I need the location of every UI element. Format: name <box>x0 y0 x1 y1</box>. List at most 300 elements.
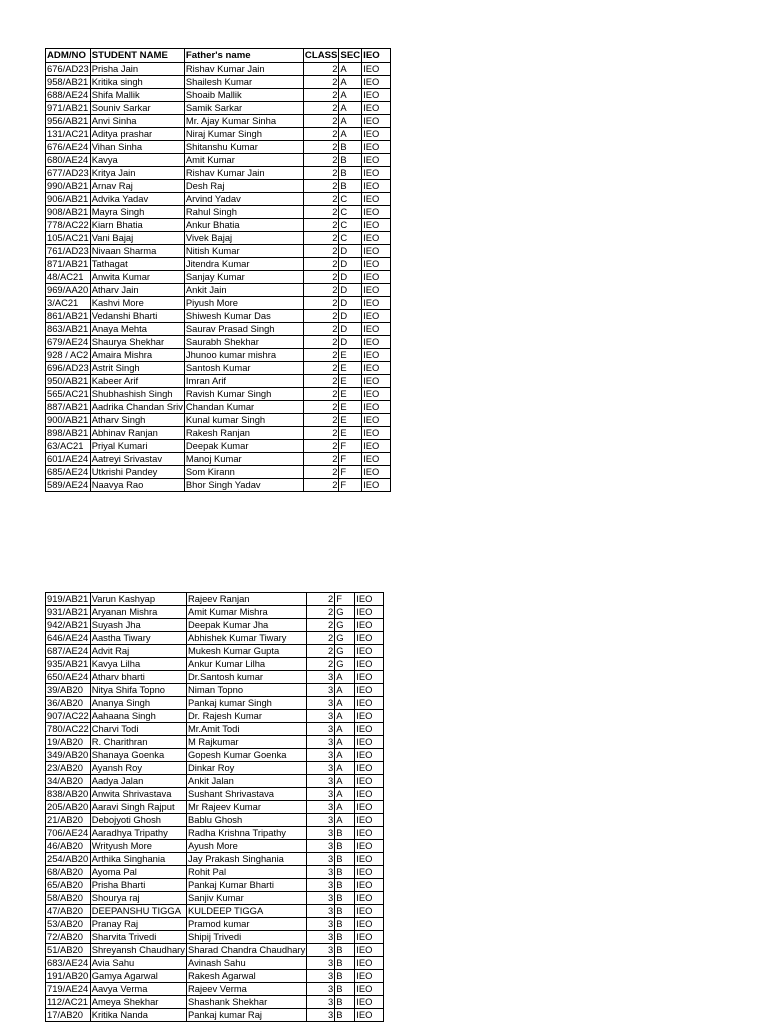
ieo-cell: IEO <box>355 905 384 918</box>
student-name-cell: Writyush More <box>90 840 186 853</box>
ieo-cell: IEO <box>355 632 384 645</box>
student-name-cell: Advit Raj <box>90 645 186 658</box>
adm-no-cell: 679/AE24 <box>46 336 91 349</box>
adm-no-cell: 898/AB21 <box>46 427 91 440</box>
adm-no-cell: 72/AB20 <box>46 931 91 944</box>
ieo-cell: IEO <box>355 918 384 931</box>
fathers-name-cell: Shoaib Mallik <box>184 89 303 102</box>
ieo-cell: IEO <box>362 414 391 427</box>
ieo-cell: IEO <box>362 362 391 375</box>
ieo-cell: IEO <box>362 128 391 141</box>
student-name-cell: Kritika singh <box>90 76 184 89</box>
class-cell: 2 <box>303 232 339 245</box>
ieo-cell: IEO <box>355 983 384 996</box>
section-cell: F <box>339 440 362 453</box>
fathers-name-cell: Vivek Bajaj <box>184 232 303 245</box>
section-cell: A <box>339 89 362 102</box>
student-name-cell: Aaradhya Tripathy <box>90 827 186 840</box>
section-cell: B <box>339 154 362 167</box>
table-row <box>46 336 391 349</box>
section-cell: F <box>339 466 362 479</box>
ieo-cell: IEO <box>355 762 384 775</box>
student-name-cell: Shaurya Shekhar <box>90 336 184 349</box>
class-cell: 2 <box>303 362 339 375</box>
section-cell: A <box>335 723 355 736</box>
student-name-cell: Kritya Jain <box>90 167 184 180</box>
student-name-cell: Sharvita Trivedi <box>90 931 186 944</box>
ieo-cell: IEO <box>355 970 384 983</box>
student-name-cell: Varun Kashyap <box>90 593 186 606</box>
adm-no-cell: 887/AB21 <box>46 401 91 414</box>
fathers-name-cell: Rajeev Ranjan <box>187 593 307 606</box>
student-name-cell: Anwita Shrivastava <box>90 788 186 801</box>
ieo-cell: IEO <box>355 814 384 827</box>
adm-no-cell: 942/AB21 <box>46 619 91 632</box>
student-name-cell: Aastha Tiwary <box>90 632 186 645</box>
class-cell: 3 <box>307 827 335 840</box>
class-cell: 2 <box>303 388 339 401</box>
fathers-name-cell: Shiwesh Kumar Das <box>184 310 303 323</box>
section-cell: B <box>335 827 355 840</box>
fathers-name-cell: Pankaj kumar Singh <box>187 697 307 710</box>
student-name-cell: Aavya Verma <box>90 983 186 996</box>
section-cell: B <box>335 905 355 918</box>
fathers-name-cell: Shashank Shekhar <box>187 996 307 1009</box>
section-cell: B <box>335 853 355 866</box>
fathers-name-cell: Mukesh Kumar Gupta <box>187 645 307 658</box>
ieo-cell: IEO <box>362 466 391 479</box>
ieo-cell: IEO <box>362 245 391 258</box>
class-cell: 2 <box>303 453 339 466</box>
table-row <box>46 775 384 788</box>
table-row <box>46 723 384 736</box>
class-cell: 2 <box>303 401 339 414</box>
student-name-cell: Ayansh Roy <box>90 762 186 775</box>
adm-no-cell: 191/AB20 <box>46 970 91 983</box>
section-cell: D <box>339 284 362 297</box>
class-cell: 3 <box>307 918 335 931</box>
fathers-name-cell: Amit Kumar <box>184 154 303 167</box>
adm-no-cell: 68/AB20 <box>46 866 91 879</box>
table-row <box>46 736 384 749</box>
class-cell: 2 <box>307 606 335 619</box>
ieo-cell: IEO <box>362 141 391 154</box>
student-name-cell: Naavya Rao <box>90 479 184 492</box>
section-cell: C <box>339 206 362 219</box>
table-row <box>46 102 391 115</box>
section-cell: A <box>335 671 355 684</box>
class-cell: 2 <box>303 219 339 232</box>
class-cell: 2 <box>303 245 339 258</box>
table-row <box>46 905 384 918</box>
section-cell: A <box>335 801 355 814</box>
fathers-name-cell: Shipij Trivedi <box>187 931 307 944</box>
ieo-cell: IEO <box>362 271 391 284</box>
section-cell: F <box>339 479 362 492</box>
adm-no-cell: 48/AC21 <box>46 271 91 284</box>
table-row <box>46 297 391 310</box>
table-row <box>46 944 384 957</box>
section-cell: E <box>339 414 362 427</box>
table-row <box>46 840 384 853</box>
table-2-body <box>46 593 384 1022</box>
student-name-cell: Avia Sahu <box>90 957 186 970</box>
table-row <box>46 310 391 323</box>
student-name-cell: Anaya Mehta <box>90 323 184 336</box>
adm-no-cell: 990/AB21 <box>46 180 91 193</box>
student-name-cell: Aadrika Chandan Sriv <box>91 401 183 412</box>
section-cell: B <box>335 892 355 905</box>
adm-no-cell: 861/AB21 <box>46 310 91 323</box>
table-row <box>46 479 391 492</box>
student-name-cell: Kiarn Bhatia <box>90 219 184 232</box>
student-name-cell: Utkrishi Pandey <box>90 466 184 479</box>
fathers-name-cell: Manoj Kumar <box>184 453 303 466</box>
ieo-cell: IEO <box>362 440 391 453</box>
section-cell: A <box>339 115 362 128</box>
adm-no-cell: 23/AB20 <box>46 762 91 775</box>
table-row <box>46 219 391 232</box>
class-cell: 3 <box>307 866 335 879</box>
student-name-cell: Pranay Raj <box>90 918 186 931</box>
table-row <box>46 749 384 762</box>
class-cell: 3 <box>307 801 335 814</box>
student-name-cell: Kavya Lilha <box>90 658 186 671</box>
table-row <box>46 154 391 167</box>
student-name-cell: Priyal Kumari <box>90 440 184 453</box>
student-name-cell: Ananya Singh <box>90 697 186 710</box>
ieo-cell: IEO <box>362 154 391 167</box>
section-cell: B <box>335 957 355 970</box>
adm-no-cell: 676/AE24 <box>46 141 91 154</box>
ieo-cell: IEO <box>362 323 391 336</box>
adm-no-cell: 677/AD23 <box>47 167 89 178</box>
table-row <box>46 983 384 996</box>
class-cell: 2 <box>303 89 339 102</box>
class-cell: 2 <box>303 167 339 180</box>
ieo-cell: IEO <box>362 297 391 310</box>
section-cell: A <box>339 102 362 115</box>
fathers-name-cell: Kunal kumar Singh <box>184 414 303 427</box>
class-cell: 3 <box>307 788 335 801</box>
student-name-cell: Prisha Bharti <box>90 879 186 892</box>
fathers-name-cell: Jhunoo kumar mishra <box>184 349 303 362</box>
section-cell: E <box>339 362 362 375</box>
section-cell: A <box>339 76 362 89</box>
class-cell: 3 <box>307 970 335 983</box>
student-table-1 <box>45 48 391 492</box>
ieo-cell: IEO <box>362 63 391 76</box>
adm-no-cell: 112/AC21 <box>46 996 91 1009</box>
ieo-cell: IEO <box>362 401 391 414</box>
ieo-cell: IEO <box>362 427 391 440</box>
class-cell: 2 <box>307 645 335 658</box>
table-row <box>46 466 391 479</box>
table-row <box>46 453 391 466</box>
table-row <box>46 853 384 866</box>
table-row <box>46 76 391 89</box>
adm-no-cell: 349/AB20 <box>46 749 91 762</box>
ieo-cell: IEO <box>355 684 384 697</box>
adm-no-cell: 105/AC21 <box>47 232 89 243</box>
student-name-cell: Vani Bajaj <box>90 232 184 245</box>
ieo-cell: IEO <box>355 892 384 905</box>
class-cell: 2 <box>303 414 339 427</box>
class-cell: 2 <box>303 349 339 362</box>
table-row <box>46 323 391 336</box>
section-cell: C <box>339 193 362 206</box>
adm-no-cell: 958/AB21 <box>46 76 91 89</box>
fathers-name-cell: Chandan Kumar <box>184 401 303 414</box>
section-cell: D <box>339 245 362 258</box>
section-cell: D <box>339 258 362 271</box>
class-cell: 2 <box>307 593 335 606</box>
student-name-cell: Advika Yadav <box>90 193 184 206</box>
section-cell: E <box>339 427 362 440</box>
fathers-name-cell: Imran Arif <box>184 375 303 388</box>
ieo-cell: IEO <box>355 879 384 892</box>
table-row <box>46 970 384 983</box>
table-row <box>46 401 391 414</box>
student-name-cell: Prisha Jain <box>90 63 184 76</box>
ieo-cell: IEO <box>355 749 384 762</box>
class-cell: 3 <box>307 931 335 944</box>
adm-no-cell: 53/AB20 <box>46 918 91 931</box>
fathers-name-cell: Rajeev Verma <box>187 983 307 996</box>
ieo-cell: IEO <box>355 853 384 866</box>
fathers-name-cell: Rahul Singh <box>184 206 303 219</box>
table-row <box>46 801 384 814</box>
section-cell: D <box>339 323 362 336</box>
table-row <box>46 232 391 245</box>
section-cell: B <box>335 1009 355 1022</box>
adm-no-cell: 47/AB20 <box>46 905 91 918</box>
fathers-name-cell: Radha Krishna Tripathy <box>187 827 307 840</box>
section-cell: D <box>339 297 362 310</box>
fathers-name-cell: Saurabh Shekhar <box>184 336 303 349</box>
section-cell: A <box>335 762 355 775</box>
adm-no-cell: 971/AB21 <box>46 102 91 115</box>
student-name-cell: Atharv Jain <box>90 284 184 297</box>
student-name-cell: Kabeer Arif <box>90 375 184 388</box>
student-name-cell: Arthika Singhania <box>90 853 186 866</box>
ieo-cell: IEO <box>355 788 384 801</box>
table-row <box>46 167 391 180</box>
student-name-cell: Anvi Sinha <box>90 115 184 128</box>
ieo-cell: IEO <box>355 710 384 723</box>
class-cell: 3 <box>307 957 335 970</box>
ieo-cell: IEO <box>362 193 391 206</box>
ieo-cell: IEO <box>362 375 391 388</box>
adm-no-cell: 778/AC22 <box>47 219 89 230</box>
fathers-name-cell: Ayush More <box>187 840 307 853</box>
section-cell: E <box>339 375 362 388</box>
fathers-name-cell: Sharad Chandra Chaudhary <box>188 944 306 955</box>
class-cell: 2 <box>303 427 339 440</box>
ieo-cell: IEO <box>355 775 384 788</box>
table-row <box>46 931 384 944</box>
adm-no-cell: 931/AB21 <box>46 606 91 619</box>
table-row <box>46 440 391 453</box>
fathers-name-cell: Saurav Prasad Singh <box>184 323 303 336</box>
fathers-name-cell: Shitanshu Kumar <box>184 141 303 154</box>
table-row <box>46 128 391 141</box>
class-cell: 3 <box>307 840 335 853</box>
student-name-cell: Ayoma Pal <box>90 866 186 879</box>
fathers-name-cell: Dr. Rajesh Kumar <box>187 710 307 723</box>
student-name-cell: Tathagat <box>90 258 184 271</box>
ieo-cell: IEO <box>355 697 384 710</box>
ieo-cell: IEO <box>355 606 384 619</box>
ieo-cell: IEO <box>355 658 384 671</box>
section-cell: G <box>335 606 355 619</box>
fathers-name-cell: Samik Sarkar <box>184 102 303 115</box>
fathers-name-cell: Avinash Sahu <box>187 957 307 970</box>
class-cell: 2 <box>303 271 339 284</box>
student-name-cell: Nitya Shifa Topno <box>90 684 186 697</box>
adm-no-cell: 589/AE24 <box>46 479 91 492</box>
adm-no-cell: 871/AB21 <box>46 258 91 271</box>
adm-no-cell: 17/AB20 <box>46 1009 91 1022</box>
ieo-cell: IEO <box>355 645 384 658</box>
class-cell: 2 <box>303 206 339 219</box>
ieo-cell: IEO <box>355 931 384 944</box>
student-name-cell: Vihan Sinha <box>90 141 184 154</box>
student-name-cell: DEEPANSHU TIGGA <box>90 905 186 918</box>
adm-no-cell: 688/AE24 <box>46 89 91 102</box>
section-cell: B <box>335 970 355 983</box>
fathers-name-cell: Rishav Kumar Jain <box>184 63 303 76</box>
table-row <box>46 414 391 427</box>
student-name-cell: Shanaya Goenka <box>90 749 186 762</box>
header-class: CLASS <box>304 49 338 61</box>
table-row <box>46 918 384 931</box>
adm-no-cell: 969/AA20 <box>46 284 91 297</box>
class-cell: 2 <box>307 632 335 645</box>
fathers-name-cell: Sanjiv Kumar <box>187 892 307 905</box>
adm-no-cell: 780/AC22 <box>47 723 89 734</box>
class-cell: 2 <box>303 141 339 154</box>
class-cell: 3 <box>307 762 335 775</box>
section-cell: F <box>335 593 355 606</box>
table-row <box>46 788 384 801</box>
fathers-name-cell: Ankur Bhatia <box>184 219 303 232</box>
section-cell: G <box>335 632 355 645</box>
table-row <box>46 284 391 297</box>
adm-no-cell: 3/AC21 <box>46 297 91 310</box>
fathers-name-cell: Dinkar Roy <box>187 762 307 775</box>
student-name-cell: Kritika Nanda <box>90 1009 186 1022</box>
section-cell: A <box>339 128 362 141</box>
adm-no-cell: 928 / AC2 <box>46 349 91 362</box>
section-cell: B <box>339 167 362 180</box>
section-cell: D <box>339 271 362 284</box>
adm-no-cell: 680/AE24 <box>46 154 91 167</box>
section-cell: A <box>339 63 362 76</box>
student-name-cell: Astrit Singh <box>90 362 184 375</box>
fathers-name-cell: Jitendra Kumar <box>184 258 303 271</box>
adm-no-cell: 683/AE24 <box>46 957 91 970</box>
section-cell: E <box>339 401 362 414</box>
class-cell: 3 <box>307 879 335 892</box>
table-row <box>46 593 384 606</box>
adm-no-cell: 900/AB21 <box>46 414 91 427</box>
ieo-cell: IEO <box>362 453 391 466</box>
adm-no-cell: 907/AC22 <box>47 710 89 721</box>
section-cell: B <box>335 840 355 853</box>
adm-no-cell: 719/AE24 <box>46 983 91 996</box>
table-row <box>46 827 384 840</box>
table-row <box>46 375 391 388</box>
table-1-body <box>46 63 391 492</box>
class-cell: 2 <box>303 375 339 388</box>
student-name-cell: Kavya <box>90 154 184 167</box>
student-name-cell: Ameya Shekhar <box>90 996 186 1009</box>
fathers-name-cell: Rakesh Agarwal <box>187 970 307 983</box>
fathers-name-cell: Arvind Yadav <box>184 193 303 206</box>
ieo-cell: IEO <box>362 310 391 323</box>
table-row <box>46 892 384 905</box>
adm-no-cell: 601/AE24 <box>46 453 91 466</box>
adm-no-cell: 685/AE24 <box>46 466 91 479</box>
fathers-name-cell: Jay Prakash Singhania <box>187 853 307 866</box>
class-cell: 3 <box>307 723 335 736</box>
student-name-cell: Shubhashish Singh <box>90 388 184 401</box>
table-row <box>46 619 384 632</box>
ieo-cell: IEO <box>355 723 384 736</box>
adm-no-cell: 906/AB21 <box>46 193 91 206</box>
fathers-name-cell: Som Kirann <box>184 466 303 479</box>
fathers-name-cell: Sushant Shrivastava <box>187 788 307 801</box>
section-cell: B <box>335 918 355 931</box>
student-name-cell: Aatreyi Srivastav <box>90 453 184 466</box>
adm-no-cell: 65/AB20 <box>46 879 91 892</box>
section-cell: C <box>339 232 362 245</box>
adm-no-cell: 565/AC21 <box>47 388 89 399</box>
class-cell: 3 <box>307 749 335 762</box>
class-cell: 3 <box>307 996 335 1009</box>
fathers-name-cell: Pankaj Kumar Bharti <box>187 879 307 892</box>
student-name-cell: Vedanshi Bharti <box>90 310 184 323</box>
fathers-name-cell: Rakesh Ranjan <box>184 427 303 440</box>
student-name-cell: Aadya Jalan <box>90 775 186 788</box>
section-cell: B <box>335 931 355 944</box>
table-row <box>46 388 391 401</box>
fathers-name-cell: Mr. Ajay Kumar Sinha <box>184 115 303 128</box>
ieo-cell: IEO <box>362 180 391 193</box>
section-cell: A <box>335 775 355 788</box>
table-row <box>46 115 391 128</box>
ieo-cell: IEO <box>355 996 384 1009</box>
ieo-cell: IEO <box>362 284 391 297</box>
adm-no-cell: 19/AB20 <box>46 736 91 749</box>
adm-no-cell: 646/AE24 <box>46 632 91 645</box>
student-name-cell: Atharv Singh <box>90 414 184 427</box>
ieo-cell: IEO <box>362 336 391 349</box>
section-cell: G <box>335 658 355 671</box>
fathers-name-cell: Santosh Kumar <box>184 362 303 375</box>
student-name-cell: Shourya raj <box>90 892 186 905</box>
adm-no-cell: 39/AB20 <box>46 684 91 697</box>
adm-no-cell: 46/AB20 <box>46 840 91 853</box>
class-cell: 2 <box>303 258 339 271</box>
fathers-name-cell: Ankit Jain <box>184 284 303 297</box>
class-cell: 3 <box>307 710 335 723</box>
ieo-cell: IEO <box>362 115 391 128</box>
section-cell: B <box>339 141 362 154</box>
ieo-cell: IEO <box>362 89 391 102</box>
section-cell: B <box>335 879 355 892</box>
